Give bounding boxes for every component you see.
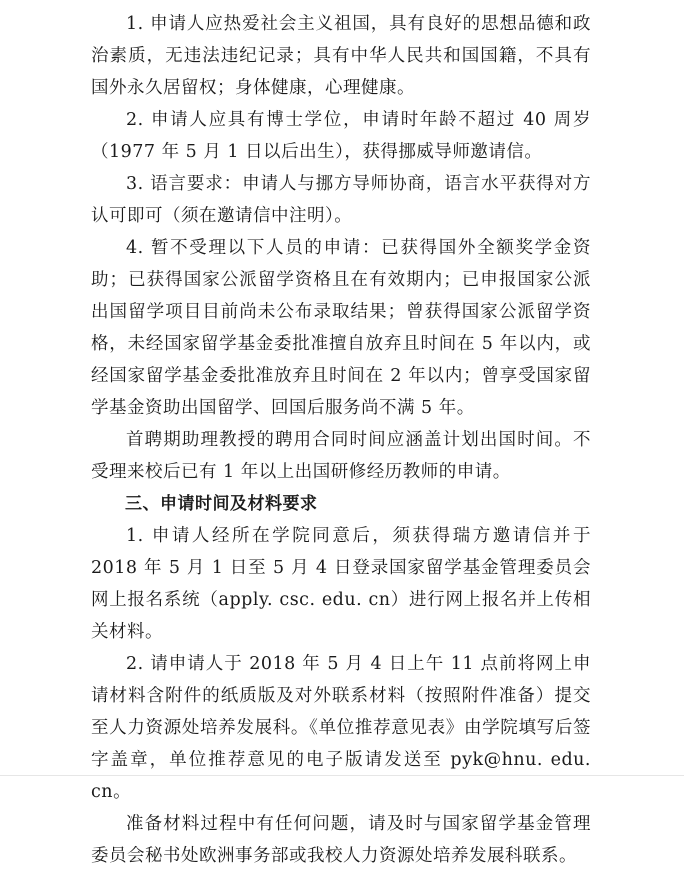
paragraph-political-requirement: 1. 申请人应热爱社会主义祖国，具有良好的思想品德和政治素质，无违法违纪记录；具有中华人民共和国国籍，不具有国外永久居留权；身体健康，心理健康。 [91,14,591,98]
paragraph-degree-age-requirement: 2. 申请人应具有博士学位，申请时年龄不超过 40 周岁（1977 年 5 月 1 日以后出生），获得挪威导师邀请信。 [91,110,591,162]
paragraph-contact-info: 准备材料过程中有任何问题，请及时与国家留学基金管理委员会秘书处欧洲事务部或我校人力资源处培养发展科联系。 [91,814,591,866]
section-heading-application-time: 三、申请时间及材料要求 [125,494,318,514]
page-bottom-divider [0,775,684,776]
paragraph-language-requirement: 3. 语言要求：申请人与挪方导师协商，语言水平获得对方认可即可（须在邀请信中注明）。 [91,174,591,226]
paragraph-contract-note: 首聘期助理教授的聘用合同时间应涵盖计划出国时间。不受理来校后已有 1 年以上出国研修经历教师的申请。 [91,430,591,482]
paragraph-online-registration: 1. 申请人经所在学院同意后，须获得瑞方邀请信并于 2018 年 5 月 1 日至 5 月 4 日登录国家留学基金管理委员会网上报名系统（apply. csc. edu. cn）进行网上报名并上传相关材料。 [91,526,591,642]
document-body [91,8,591,872]
paragraph-paper-submission: 2. 请申请人于 2018 年 5 月 4 日上午 11 点前将网上申请材料含附件的纸质版及对外联系材料（按照附件准备）提交至人力资源处培养发展科。《单位推荐意见表》由学院填写后签字盖章，单位推荐意见的电子版请发送至 pyk@hnu. edu. cn。 [91,654,591,802]
paragraph-exclusions: 4. 暂不受理以下人员的申请：已获得国外全额奖学金资助；已获得国家公派留学资格且在有效期内；已申报国家公派出国留学项目目前尚未公布录取结果；曾获得国家公派留学资格，未经国家留学基金委批准擅自放弃且时间在 5 年以内，或经国家留学基金委批准放弃且时间在 2 年以内；曾享受国家留学基金资助出国留学、回国后服务尚不满 5 年。 [91,238,591,418]
